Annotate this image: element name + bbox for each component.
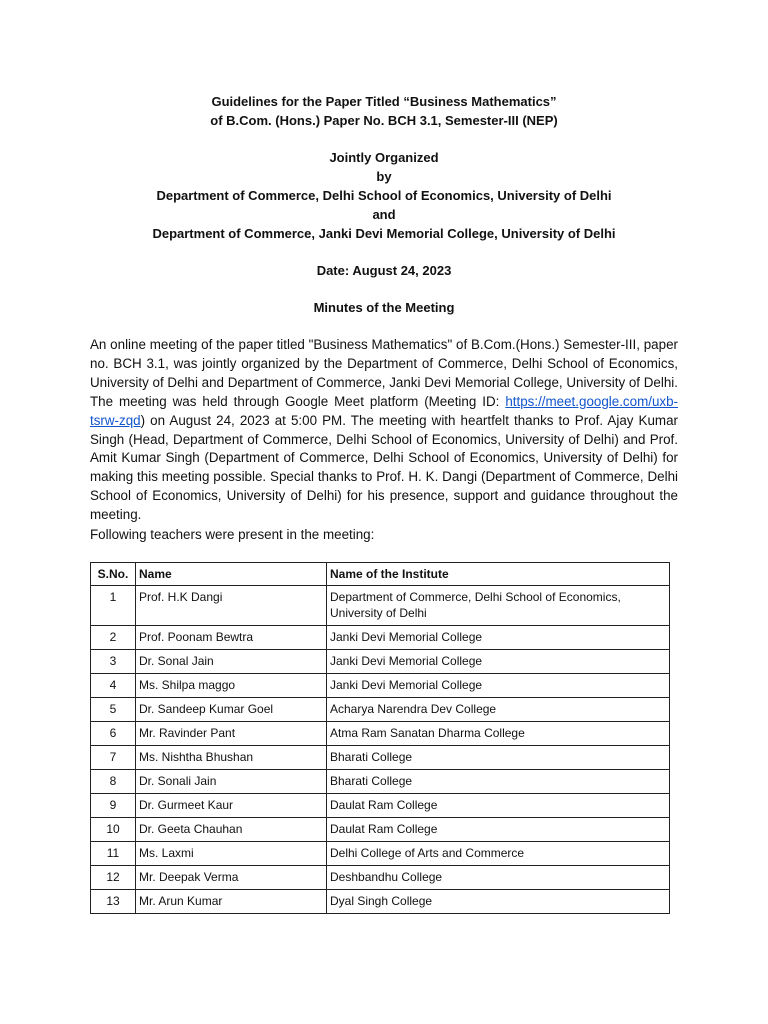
intro-part-2: ) on August 24, 2023 at 5:00 PM. The meeting with heartfelt thanks to Prof. Ajay Kumar Singh (Head, Department of Commerce, Delhi School of Economics, University of Delhi) and Prof. Amit Kumar Singh (Department of Commerce, Delhi School of Economics, University of Delhi) for making this meeting possible. Special thanks to Prof. H. K. Dangi (Department of Commerce, Delhi School of Economics, University of Delhi) for his presence, support and guidance throughout the meeting.	[90, 412, 678, 523]
table-row	[91, 674, 670, 698]
cell-institute: Acharya Narendra Dev College	[327, 698, 670, 722]
cell-name: Dr. Sonali Jain	[136, 770, 327, 794]
jointly-organized: Jointly Organized	[329, 150, 439, 165]
cell-institute: Delhi College of Arts and Commerce	[327, 842, 670, 866]
cell-institute: Bharati College	[327, 746, 670, 770]
cell-institute: Janki Devi Memorial College	[327, 650, 670, 674]
header-sno: S.No.	[91, 563, 136, 586]
table-row	[91, 586, 670, 626]
header-institute: Name of the Institute	[327, 563, 670, 586]
organizer-2: Department of Commerce, Janki Devi Memorial College, University of Delhi	[152, 226, 616, 241]
cell-name: Prof. Poonam Bewtra	[136, 626, 327, 650]
cell-institute: Dyal Singh College	[327, 890, 670, 914]
header-name: Name	[136, 563, 327, 586]
and-text: and	[372, 207, 396, 222]
cell-sno: 6	[91, 722, 136, 746]
cell-sno: 7	[91, 746, 136, 770]
cell-sno: 11	[91, 842, 136, 866]
cell-sno: 2	[91, 626, 136, 650]
minutes-heading: Minutes of the Meeting	[313, 300, 455, 315]
cell-name: Mr. Deepak Verma	[136, 866, 327, 890]
cell-name: Dr. Geeta Chauhan	[136, 818, 327, 842]
cell-institute: Janki Devi Memorial College	[327, 626, 670, 650]
attendees-intro: Following teachers were present in the meeting:	[90, 527, 375, 542]
meet-link[interactable]: https://meet.google.com/uxb-tsrw-zqd	[90, 393, 678, 428]
cell-institute: Deshbandhu College	[327, 866, 670, 890]
table-row	[91, 866, 670, 890]
title-line-1: Guidelines for the Paper Titled “Business Mathematics”	[211, 94, 557, 109]
cell-sno: 13	[91, 890, 136, 914]
cell-name: Mr. Ravinder Pant	[136, 722, 327, 746]
table-row	[91, 722, 670, 746]
table-row	[91, 698, 670, 722]
cell-institute: Janki Devi Memorial College	[327, 674, 670, 698]
document-title	[0, 92, 768, 130]
cell-institute: Daulat Ram College	[327, 794, 670, 818]
cell-name: Ms. Laxmi	[136, 842, 327, 866]
title-line-2: of B.Com. (Hons.) Paper No. BCH 3.1, Semester-III (NEP)	[210, 113, 558, 128]
cell-sno: 9	[91, 794, 136, 818]
table-row	[91, 842, 670, 866]
cell-sno: 4	[91, 674, 136, 698]
cell-name: Prof. H.K Dangi	[136, 586, 327, 626]
cell-institute: Atma Ram Sanatan Dharma College	[327, 722, 670, 746]
cell-sno: 1	[91, 586, 136, 626]
table-row	[91, 626, 670, 650]
intro-part-1: An online meeting of the paper titled "Business Mathematics" of B.Com.(Hons.) Semester-III, paper no. BCH 3.1, was jointly organized by the Department of Commerce, Delhi School of Economics, University of Delhi and Department of Commerce, Janki Devi Memorial College, University of Delhi. The meeting was held through Google Meet platform (Meeting ID:	[90, 337, 678, 409]
organizer-1: Department of Commerce, Delhi School of Economics, University of Delhi	[156, 188, 612, 203]
cell-name: Mr. Arun Kumar	[136, 890, 327, 914]
cell-institute: Bharati College	[327, 770, 670, 794]
table-header-row	[91, 563, 670, 586]
table-row	[91, 650, 670, 674]
table-row	[91, 818, 670, 842]
cell-name: Dr. Sonal Jain	[136, 650, 327, 674]
meeting-date: Date: August 24, 2023	[316, 263, 452, 278]
cell-institute: Department of Commerce, Delhi School of Economics, University of Delhi	[327, 586, 670, 626]
cell-name: Ms. Shilpa maggo	[136, 674, 327, 698]
intro-paragraph	[90, 336, 678, 525]
table-row	[91, 794, 670, 818]
cell-sno: 8	[91, 770, 136, 794]
cell-institute: Daulat Ram College	[327, 818, 670, 842]
table-row	[91, 890, 670, 914]
cell-name: Ms. Nishtha Bhushan	[136, 746, 327, 770]
by-text: by	[376, 169, 392, 184]
organizers-block	[0, 148, 768, 243]
cell-sno: 3	[91, 650, 136, 674]
cell-name: Dr. Gurmeet Kaur	[136, 794, 327, 818]
table-row	[91, 746, 670, 770]
cell-sno: 5	[91, 698, 136, 722]
table-row	[91, 770, 670, 794]
cell-name: Dr. Sandeep Kumar Goel	[136, 698, 327, 722]
cell-sno: 12	[91, 866, 136, 890]
cell-sno: 10	[91, 818, 136, 842]
attendees-table	[90, 562, 670, 914]
